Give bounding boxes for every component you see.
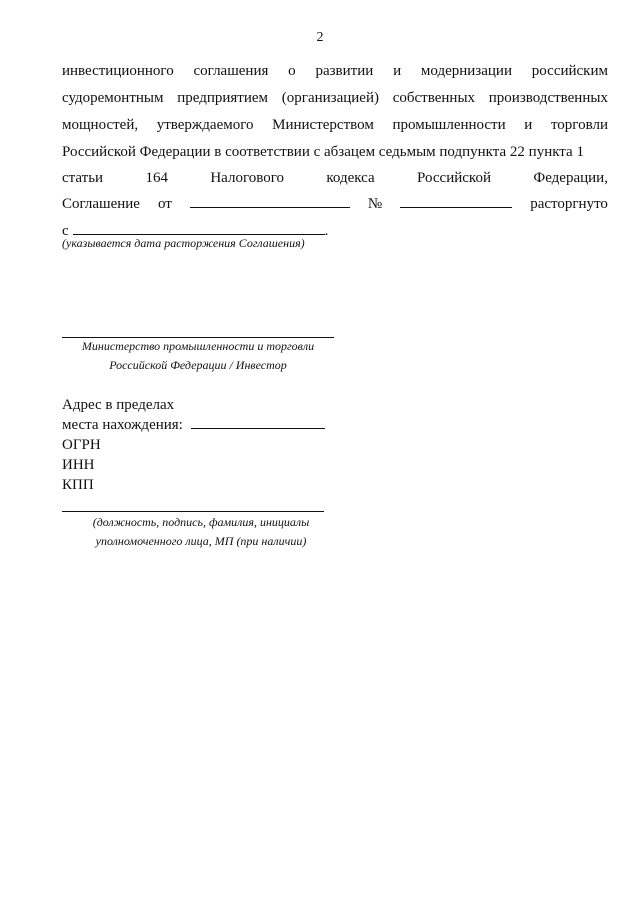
word: российским (531, 63, 608, 79)
ogrn-label: ОГРН (62, 437, 101, 453)
word: и (393, 63, 402, 79)
paragraph-line-1 (62, 62, 608, 80)
date-caption: (указывается дата расторжения Соглашения) (62, 236, 305, 250)
word: развитии (315, 63, 374, 79)
paragraph-line-5 (62, 169, 608, 187)
kpp-label: КПП (62, 477, 94, 493)
paragraph-line-4 (62, 143, 608, 161)
word: Министерством (272, 117, 374, 133)
word: Федерации, (533, 170, 608, 186)
word: инвестиционного (62, 63, 174, 79)
signature-caption (70, 513, 332, 551)
address-label: места нахождения: (62, 417, 183, 433)
word: Соглашение (62, 196, 140, 212)
word: (организацией) (281, 90, 379, 106)
number-sign: № (367, 196, 383, 212)
agreement-number-blank[interactable] (400, 195, 512, 208)
word: судоремонтным (62, 90, 164, 106)
signatory-caption (62, 337, 334, 375)
word: Налогового (210, 170, 284, 186)
signatory-caption-line-2: Российской Федерации / Инвестор (109, 358, 287, 372)
word: о (288, 63, 296, 79)
inn-label: ИНН (62, 457, 95, 473)
paragraph-line-2 (62, 89, 608, 107)
word: кодекса (326, 170, 375, 186)
word: статьи (62, 170, 104, 186)
agreement-date-blank[interactable] (190, 195, 350, 208)
paragraph-line-6 (62, 195, 608, 213)
word: . (324, 223, 329, 239)
paragraph-line-3 (62, 116, 608, 134)
word: 164 (145, 170, 168, 186)
word: предприятием (177, 90, 269, 106)
word: и (524, 117, 533, 133)
word: мощностей, (62, 117, 139, 133)
word: от (157, 196, 172, 212)
word: утверждаемого (156, 117, 254, 133)
word: собственных (392, 90, 476, 106)
signature-line[interactable] (62, 511, 324, 512)
signature-caption-line-2: уполномоченного лица, МП (при наличии) (95, 534, 307, 548)
signature-caption-line-1: (должность, подпись, фамилия, инициалы (92, 515, 310, 529)
word: модернизации (420, 63, 512, 79)
signatory-caption-line-1: Министерство промышленности и торговли (81, 339, 315, 353)
address-label-line-1: Адрес в пределах (62, 397, 175, 413)
page-number: 2 (316, 30, 324, 45)
word: промышленности (392, 117, 506, 133)
address-blank[interactable] (191, 416, 325, 429)
address-label-line-2 (62, 416, 325, 434)
word: с (62, 223, 69, 239)
word: Российской (417, 170, 491, 186)
word: торговли (550, 117, 608, 133)
word: производственных (488, 90, 608, 106)
word: соглашения (193, 63, 269, 79)
line-text: Российской Федерации в соответствии с абзацем седьмым подпункта 22 пункта 1 (62, 144, 584, 160)
word: расторгнуто (530, 196, 608, 212)
